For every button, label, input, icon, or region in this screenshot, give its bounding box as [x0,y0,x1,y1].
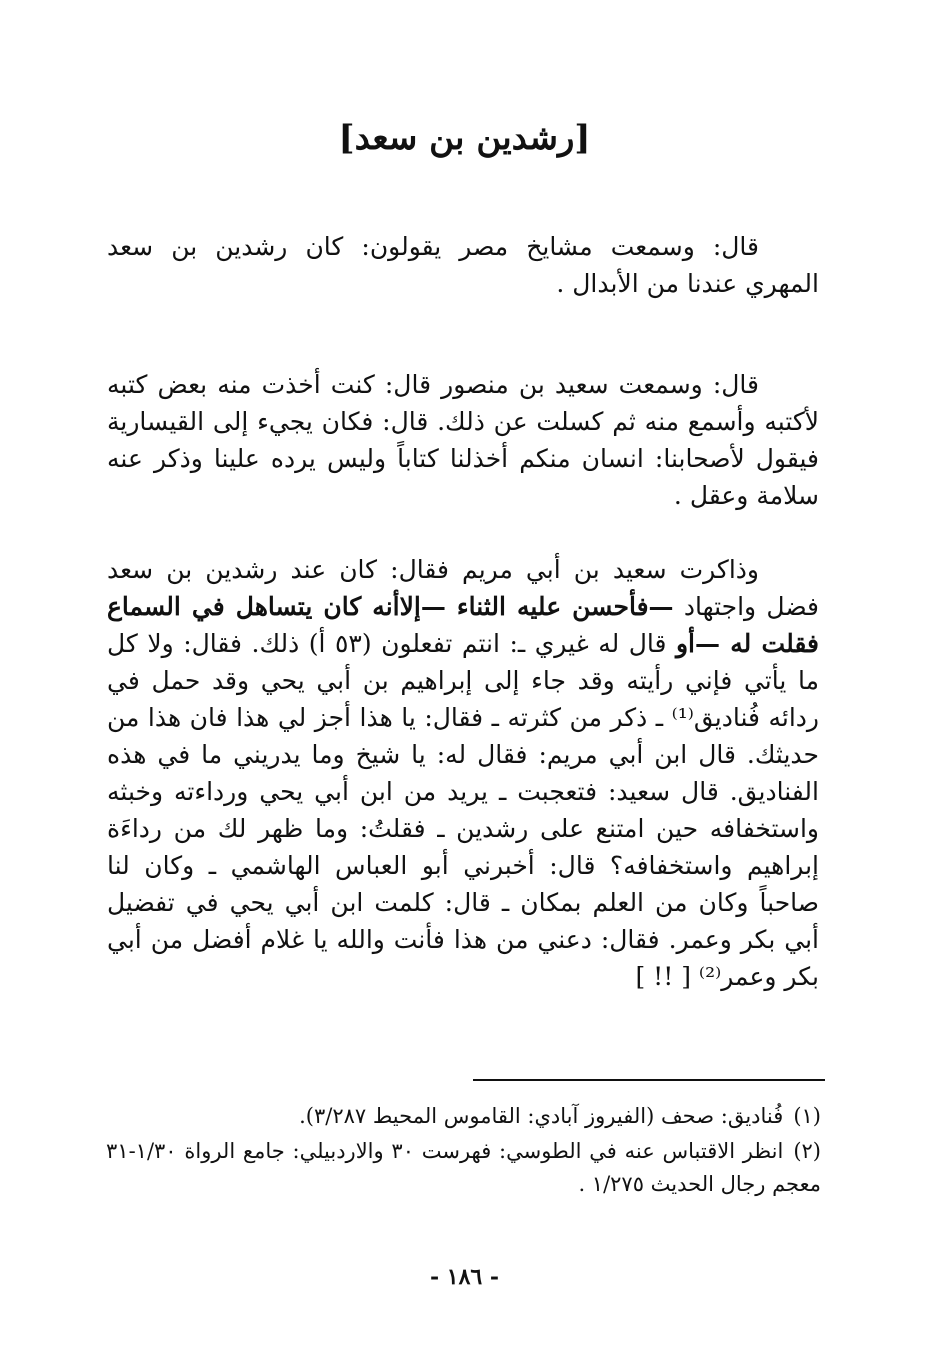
footnote-1-text: فُناديق: صحف (الفيروز آبادي: القاموس المحيط ٣/٢٨٧). [299,1104,784,1128]
footnote-1 [106,1100,821,1133]
paragraph-3 [107,551,819,995]
paragraph-2 [107,366,819,514]
paragraph-3-text [107,551,819,995]
paragraph-3-start: وذاكرت سعيد بن أبي مريم فقال: كان عند رشدين بن سعد فضل واجتهاد [107,555,819,621]
page-title: [رشدين بن سعد] [338,118,591,158]
footnotes [106,1100,821,1203]
footnote-1-number: (١) [793,1104,821,1128]
footnote-2-number: (٢) [793,1139,821,1163]
page-number: - ١٨٦ - [429,1264,500,1290]
footnote-divider [473,1079,825,1081]
footnote-2 [106,1135,821,1201]
paragraph-3-bold-phrase: —فأحسن عليه الثناء —إلاأنه كان يتساهل في السماع فقلت له —أو [107,592,819,658]
paragraph-1 [107,228,819,302]
footnote-2-text: انظر الاقتباس عنه في الطوسي: فهرست ٣٠ والاردبيلي: جامع الرواة ١/٣٠-٣١ معجم رجال الحديث ١/٢٧٥ . [106,1139,821,1196]
paragraph-3-rest: قال له غيري ـ: انتم تفعلون (٥٣ أ) ذلك. فقال: ولا كل ما يأتي فإني رأيته وقد جاء إلى إبراهيم بن أبي يحي وقد حمل في ردائه فُناديق⁽¹⁾ ـ ذكر من كثرته ـ فقال: يا هذا أجز لي هذا فان هذا من حديثك. قال ابن أبي مريم: فقال له: يا شيخ وما يدريني ما في هذه الفناديق. قال سعيد: فتعجبت ـ يريد من ابن أبي يحي ورداءته وخبثه واستخفافه حين امتنع على رشدين ـ فقلتُ: وما ظهر لك من رداءَة إبراهيم واستخفافه؟ قال: أخبرني أبو العباس الهاشمي ـ وكان لنا صاحباً وكان من العلم بمكان ـ قال: كلمت ابن أبي يحي في تفضيل أبي بكر وعمر. فقال: دعني من هذا فأنت والله يا غلام أفضل من أبي بكر وعمر⁽²⁾ [ !! ] [107,629,820,991]
paragraph-2-text: قال: وسمعت سعيد بن منصور قال: كنت أخذت منه بعض كتبه لأكتبه وأسمع منه ثم كسلت عن ذلك. قال: فكان يجيء إلى القيسارية فيقول لأصحابنا: انسان منكم أخذلنا كتاباً وليس يرده علينا وذكر عنه سلامة وعقل . [107,370,819,510]
paragraph-1-text: قال: وسمعت مشايخ مصر يقولون: كان رشدين بن سعد المهري عندنا من الأبدال . [107,232,819,298]
